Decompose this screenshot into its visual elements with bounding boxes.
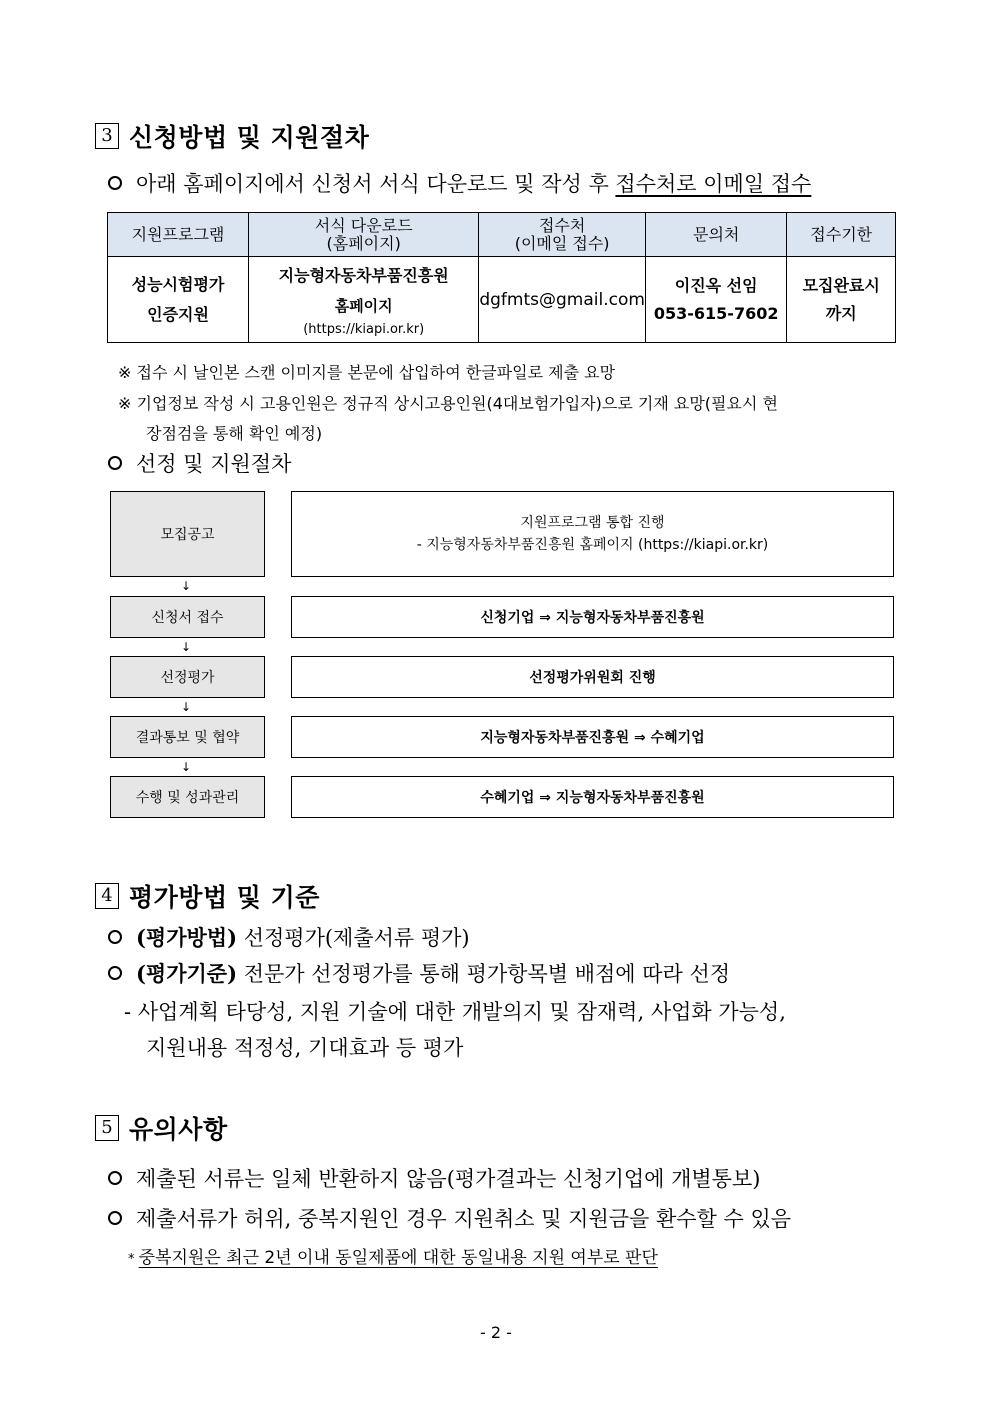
down-arrow-icon: ↓ — [181, 640, 192, 654]
flow-desc-box — [291, 596, 894, 638]
table-row — [108, 257, 896, 343]
note-scan-image: ※ 접수 시 날인본 스캔 이미지를 본문에 삽입하여 한글파일로 제출 요망 — [118, 363, 616, 382]
flow-desc-line: 선정평가위원회 진행 — [529, 670, 656, 686]
bullet-text: 선정 및 지원절차 — [136, 452, 292, 476]
footnote — [128, 1243, 658, 1268]
section-4-heading — [95, 878, 320, 914]
table-header — [645, 213, 787, 257]
header-download: 서식 다운로드 (홈페이지) — [314, 215, 413, 253]
table-header — [479, 213, 646, 257]
flow-step-box — [110, 656, 265, 698]
down-arrow-icon: ↓ — [181, 700, 192, 714]
note-company-info: ※ 기업정보 작성 시 고용인원은 정규직 상시고용인원(4대보험가입자)으로 기재 요망(필요시 현 — [118, 394, 778, 413]
table-cell — [645, 257, 787, 343]
flow-desc-line: 신청기업 ⇒ 지능형자동차부품진흥원 — [480, 610, 705, 626]
bullet-bold-text: (평가방법) — [136, 925, 238, 950]
flow-desc-box — [291, 716, 894, 758]
header-contact: 문의처 — [692, 224, 740, 244]
bullet-eval-criteria — [108, 958, 730, 988]
bullet-no-return — [108, 1163, 760, 1193]
flow-step-label: 결과통보 및 협약 — [135, 730, 240, 746]
footnote-mark: * — [128, 1252, 139, 1267]
flow-desc-line: 지능형자동차부품진흥원 ⇒ 수혜기업 — [480, 730, 705, 746]
section-title: 유의사항 — [129, 1115, 228, 1144]
down-arrow-icon: ↓ — [181, 760, 192, 774]
bullet-text: 아래 홈페이지에서 신청서 서식 다운로드 및 작성 후 — [136, 172, 616, 196]
table-cell — [249, 257, 479, 343]
table-header — [787, 213, 896, 257]
table-cell — [108, 257, 249, 343]
circle-bullet-icon — [108, 1171, 122, 1185]
dash-item-cont: 지원내용 적정성, 기대효과 등 평가 — [146, 1036, 464, 1060]
flow-step-box — [110, 716, 265, 758]
dash-item: - 사업계획 타당성, 지원 기술에 대한 개발의지 및 잠재력, 사업화 가능성, — [124, 1000, 786, 1024]
section-3-heading — [95, 118, 369, 154]
header-program: 지원프로그램 — [131, 224, 225, 244]
flow-desc-box — [291, 491, 894, 577]
flow-desc-line: 수혜기업 ⇒ 지능형자동차부품진흥원 — [480, 790, 705, 806]
flow-step-box — [110, 776, 265, 818]
circle-bullet-icon — [108, 1211, 122, 1225]
flow-desc-box — [291, 656, 894, 698]
flow-desc-line: 지원프로그램 통합 진행 — [520, 515, 665, 531]
cell-download-org: 지능형자동차부품진흥원 — [278, 265, 449, 285]
cell-download-url[interactable]: (https://kiapi.or.kr) — [303, 321, 425, 337]
flow-step-label: 신청서 접수 — [151, 610, 224, 626]
bullet-eval-method — [108, 922, 470, 952]
header-reception: 접수처 (이메일 접수) — [514, 215, 610, 253]
table-header-row — [108, 213, 896, 257]
flow-step-label: 수행 및 성과관리 — [135, 790, 240, 806]
table-header — [108, 213, 249, 257]
down-arrow-icon: ↓ — [181, 579, 192, 593]
bullet-application-method — [108, 168, 811, 198]
circle-bullet-icon — [108, 930, 122, 944]
section-number: 5 — [95, 1115, 119, 1141]
flow-desc-line: - 지능형자동차부품진흥원 홈페이지 (https://kiapi.or.kr) — [416, 537, 769, 553]
section-number: 3 — [95, 123, 119, 149]
circle-bullet-icon — [108, 966, 122, 980]
header-deadline: 접수기한 — [810, 224, 873, 244]
section-title: 평가방법 및 기준 — [129, 883, 320, 912]
circle-bullet-icon — [108, 456, 122, 470]
flow-step-label: 모집공고 — [160, 527, 215, 543]
section-number: 4 — [95, 883, 119, 909]
flow-desc-box — [291, 776, 894, 818]
flow-step-label: 선정평가 — [160, 670, 215, 686]
bullet-text: 선정평가(제출서류 평가) — [237, 926, 470, 950]
section-title: 신청방법 및 지원절차 — [129, 123, 370, 152]
cell-email[interactable]: dgfmts@gmail.com — [479, 289, 645, 310]
bullet-selection-procedure — [108, 448, 291, 478]
cell-deadline: 모집완료시 까지 — [802, 275, 880, 323]
section-5-heading — [95, 1110, 228, 1146]
circle-bullet-icon — [108, 176, 122, 190]
bullet-underlined-text: 접수처로 이메일 접수 — [615, 172, 812, 196]
bullet-text: 전문가 선정평가를 통해 평가항목별 배점에 따라 선정 — [237, 962, 731, 986]
application-info-table — [107, 212, 896, 343]
table-cell — [787, 257, 896, 343]
table-header — [249, 213, 479, 257]
bullet-text: 제출서류가 허위, 중복지원인 경우 지원취소 및 지원금을 환수할 수 있음 — [136, 1207, 792, 1231]
cell-program: 성능시험평가 인증지원 — [131, 274, 225, 324]
flow-step-box — [110, 596, 265, 638]
page-number: - 2 - — [480, 1323, 512, 1342]
table-cell — [479, 257, 646, 343]
footnote-text: 중복지원은 최근 2년 이내 동일제품에 대한 동일내용 지원 여부로 판단 — [138, 1248, 658, 1268]
flow-step-box — [110, 491, 265, 577]
bullet-bold-text: (평가기준) — [136, 961, 238, 986]
bullet-refund — [108, 1203, 791, 1233]
note-company-info-cont: 장점검을 통해 확인 예정) — [146, 424, 323, 443]
cell-contact: 이진옥 선임 053-615-7602 — [653, 275, 779, 323]
bullet-text: 제출된 서류는 일체 반환하지 않음(평가결과는 신청기업에 개별통보) — [136, 1167, 761, 1191]
cell-download-page: 홈페이지 — [334, 296, 393, 315]
